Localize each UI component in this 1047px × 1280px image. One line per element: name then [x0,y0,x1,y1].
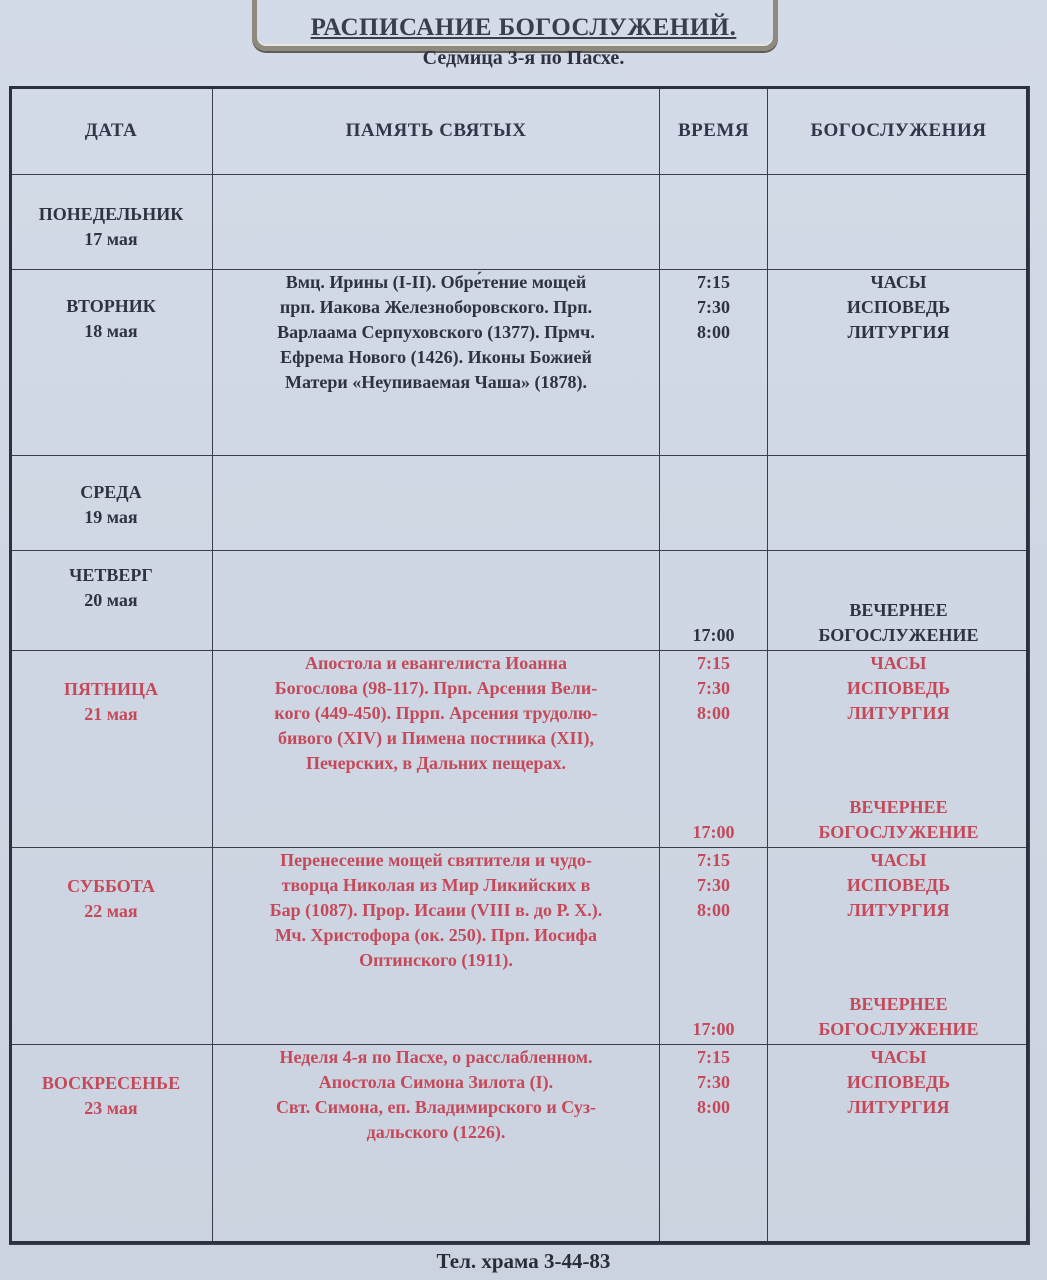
saints-line: Варлаама Серпуховского (1377). Прмч. [277,322,595,342]
day-date: 23 мая [84,1098,138,1118]
service-time: 8:00 [697,1097,730,1117]
service-name: ЛИТУРГИЯ [847,703,950,723]
saints-line: Апостола Симона Зилота (I). [318,1072,554,1092]
service-name: ИСПОВЕДЬ [846,1072,951,1092]
service-name: БОГОСЛУЖЕНИЕ [818,822,979,842]
saints-line: дальского (1226). [366,1122,506,1142]
saints-line: творца Николая из Мир Ликийских в [281,875,591,895]
day-date: 22 мая [84,901,138,921]
service-name: ЛИТУРГИЯ [847,322,950,342]
saints-line: Свт. Симона, еп. Владимирского и Суз- [275,1097,597,1117]
service-name: ЧАСЫ [870,653,927,673]
service-name: ВЕЧЕРНЕЕ [849,797,948,817]
saints-line: Апостола и евангелиста Иоанна [305,653,567,673]
service-time: 7:30 [697,1072,730,1092]
day-name: ПОНЕДЕЛЬНИК [38,204,184,224]
service-name: ЧАСЫ [870,272,927,292]
day-name: ВТОРНИК [66,296,156,316]
service-name: ИСПОВЕДЬ [846,678,951,698]
service-name: БОГОСЛУЖЕНИЕ [818,1019,979,1039]
saints-line: бивого (XIV) и Пимена постника (XII), [277,728,595,748]
column-header-services: БОГОСЛУЖЕНИЯ [768,87,1030,175]
service-name: ВЕЧЕРНЕЕ [849,994,948,1014]
saints-line: Печерских, в Дальних пещерах. [305,753,567,773]
service-time: 7:30 [697,678,730,698]
service-time: 7:15 [697,1047,730,1067]
saints-line: Перенесение мощей святителя и чудо- [280,850,592,870]
column-header-time: ВРЕМЯ [660,87,768,175]
saints-line: Неделя 4-я по Пасхе, о расслабленном. [279,1047,593,1067]
saints-line: Богослова (98-117). Прп. Арсения Вели- [274,678,598,698]
service-time: 8:00 [697,900,730,920]
page-title: РАСПИСАНИЕ БОГОСЛУЖЕНИЙ. [310,14,737,41]
day-date: 20 мая [84,590,138,610]
service-time: 7:15 [697,850,730,870]
day-name: ВОСКРЕСЕНЬЕ [41,1073,181,1093]
service-time: 7:30 [697,875,730,895]
column-header-date: ДАТА [10,87,213,175]
saints-line: Вмц. Ирины (I-II). Обре́тение мощей [285,272,587,292]
day-name: ПЯТНИЦА [63,679,158,699]
service-name: БОГОСЛУЖЕНИЕ [818,625,979,645]
saints-line: Мч. Христофора (ок. 250). Прп. Иосифа [275,925,597,945]
service-name: ВЕЧЕРНЕЕ [849,600,948,620]
evening-time: 17:00 [692,822,735,842]
saints-line: Ефрема Нового (1426). Иконы Божией [280,347,592,367]
evening-time: 17:00 [692,1019,735,1039]
saints-line: прп. Иакова Железноборовского. Прп. [279,297,593,317]
service-time: 7:30 [697,297,730,317]
service-name: ЛИТУРГИЯ [847,1097,950,1117]
service-name: ЧАСЫ [870,850,927,870]
service-time: 7:15 [697,272,730,292]
service-time: 8:00 [697,322,730,342]
saints-line: Оптинского (1911). [359,950,513,970]
day-name: СУББОТА [67,876,155,896]
column-header-saints: ПАМЯТЬ СВЯТЫХ [213,87,660,175]
table-outer-frame [9,86,1029,1244]
service-name: ИСПОВЕДЬ [846,297,951,317]
day-date: 21 мая [84,704,138,724]
temple-phone: Тел. храма 3-44-83 [436,1249,611,1273]
saints-line: Матери «Неупиваемая Чаша» (1878). [284,372,587,392]
day-date: 17 мая [84,229,138,249]
day-name: ЧЕТВЕРГ [69,565,153,585]
service-name: ЧАСЫ [870,1047,927,1067]
evening-time: 17:00 [692,625,735,645]
service-time: 8:00 [697,703,730,723]
service-name: ИСПОВЕДЬ [846,875,951,895]
service-time: 7:15 [697,653,730,673]
day-date: 18 мая [84,321,138,341]
saints-line: Бар (1087). Прор. Исаии (VIII в. до Р. Х.). [269,900,603,920]
page-subtitle: Седмица 3-я по Пасхе. [422,47,625,69]
day-name: СРЕДА [80,482,142,502]
saints-line: кого (449-450). Пррп. Арсения трудолю- [274,703,598,723]
day-date: 19 мая [84,507,138,527]
service-name: ЛИТУРГИЯ [847,900,950,920]
